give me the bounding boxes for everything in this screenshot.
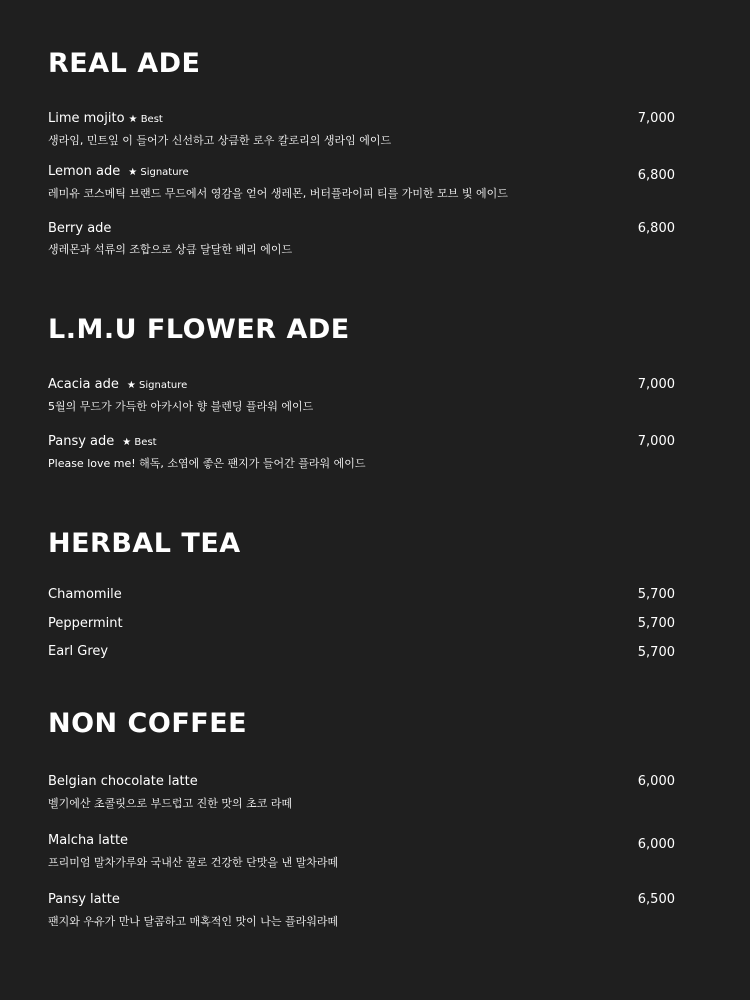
item-price-lime-mojito: 7,000 bbox=[637, 111, 675, 126]
signature-badge: ★ Signature bbox=[126, 380, 188, 391]
item-price-belgian-chocolate-latte: 6,000 bbox=[637, 774, 675, 789]
item-desc-berry-ade: 생레몬과 석류의 조합으로 상큼 달달한 베리 에이드 bbox=[48, 243, 293, 256]
item-price-pansy-ade: 7,000 bbox=[637, 434, 675, 449]
section-title-flower-ade: L.M.U FLOWER ADE bbox=[48, 314, 350, 345]
item-name-earl-grey: Earl Grey bbox=[48, 644, 109, 659]
item-desc-belgian-chocolate-latte: 벨기에산 초콜릿으로 부드럽고 진한 맛의 초코 라떼 bbox=[48, 797, 293, 810]
item-name-belgian-chocolate-latte: Belgian chocolate latte bbox=[48, 774, 198, 789]
item-name-malcha-latte: Malcha latte bbox=[48, 833, 129, 848]
item-price-acacia-ade: 7,000 bbox=[637, 377, 675, 392]
item-desc-acacia-ade: 5월의 무드가 가득한 아카시아 향 블렌딩 플라워 에이드 bbox=[48, 400, 314, 413]
item-desc-lime-mojito: 생라임, 민트잎 이 들어가 신선하고 상큼한 로우 칼로리의 생라임 에이드 bbox=[48, 134, 392, 147]
item-desc-malcha-latte: 프리미엄 말차가루와 국내산 꿀로 건강한 단맛을 낸 말차라떼 bbox=[48, 856, 339, 869]
item-name-peppermint: Peppermint bbox=[48, 616, 123, 631]
item-desc-pansy-ade: Please love me! 해독, 소염에 좋은 팬지가 들어간 플라워 에이드 bbox=[48, 457, 366, 470]
item-price-pansy-latte: 6,500 bbox=[637, 892, 675, 907]
item-name-pansy-latte: Pansy latte bbox=[48, 892, 120, 907]
section-title-non-coffee: NON COFFEE bbox=[48, 708, 248, 739]
item-price-earl-grey: 5,700 bbox=[637, 645, 675, 660]
section-title-herbal-tea: HERBAL TEA bbox=[48, 528, 241, 559]
item-name-berry-ade: Berry ade bbox=[48, 221, 112, 236]
best-badge: ★ Best bbox=[128, 114, 163, 125]
item-name-acacia-ade: Acacia ade ★ Signature bbox=[48, 377, 188, 392]
item-name-lemon-ade: Lemon ade ★ Signature bbox=[48, 164, 189, 179]
section-title-real-ade: REAL ADE bbox=[48, 48, 201, 79]
item-name-chamomile: Chamomile bbox=[48, 587, 122, 602]
item-desc-lemon-ade: 레미유 코스메틱 브랜드 무드에서 영감을 얻어 생레몬, 버터플라이피 티를 가미한 모브 빛 에이드 bbox=[48, 187, 508, 200]
signature-badge: ★ Signature bbox=[128, 167, 189, 178]
item-price-lemon-ade: 6,800 bbox=[637, 168, 675, 183]
item-price-malcha-latte: 6,000 bbox=[637, 837, 675, 852]
best-badge: ★ Best bbox=[122, 437, 157, 448]
item-price-peppermint: 5,700 bbox=[637, 616, 675, 631]
item-name-lime-mojito: Lime mojito ★ Best bbox=[48, 111, 163, 126]
item-desc-pansy-latte: 팬지와 우유가 만나 달콤하고 매혹적인 맛이 나는 플라워라떼 bbox=[48, 915, 339, 928]
item-price-berry-ade: 6,800 bbox=[637, 221, 675, 236]
item-name-pansy-ade: Pansy ade ★ Best bbox=[48, 434, 157, 449]
item-price-chamomile: 5,700 bbox=[637, 587, 675, 602]
